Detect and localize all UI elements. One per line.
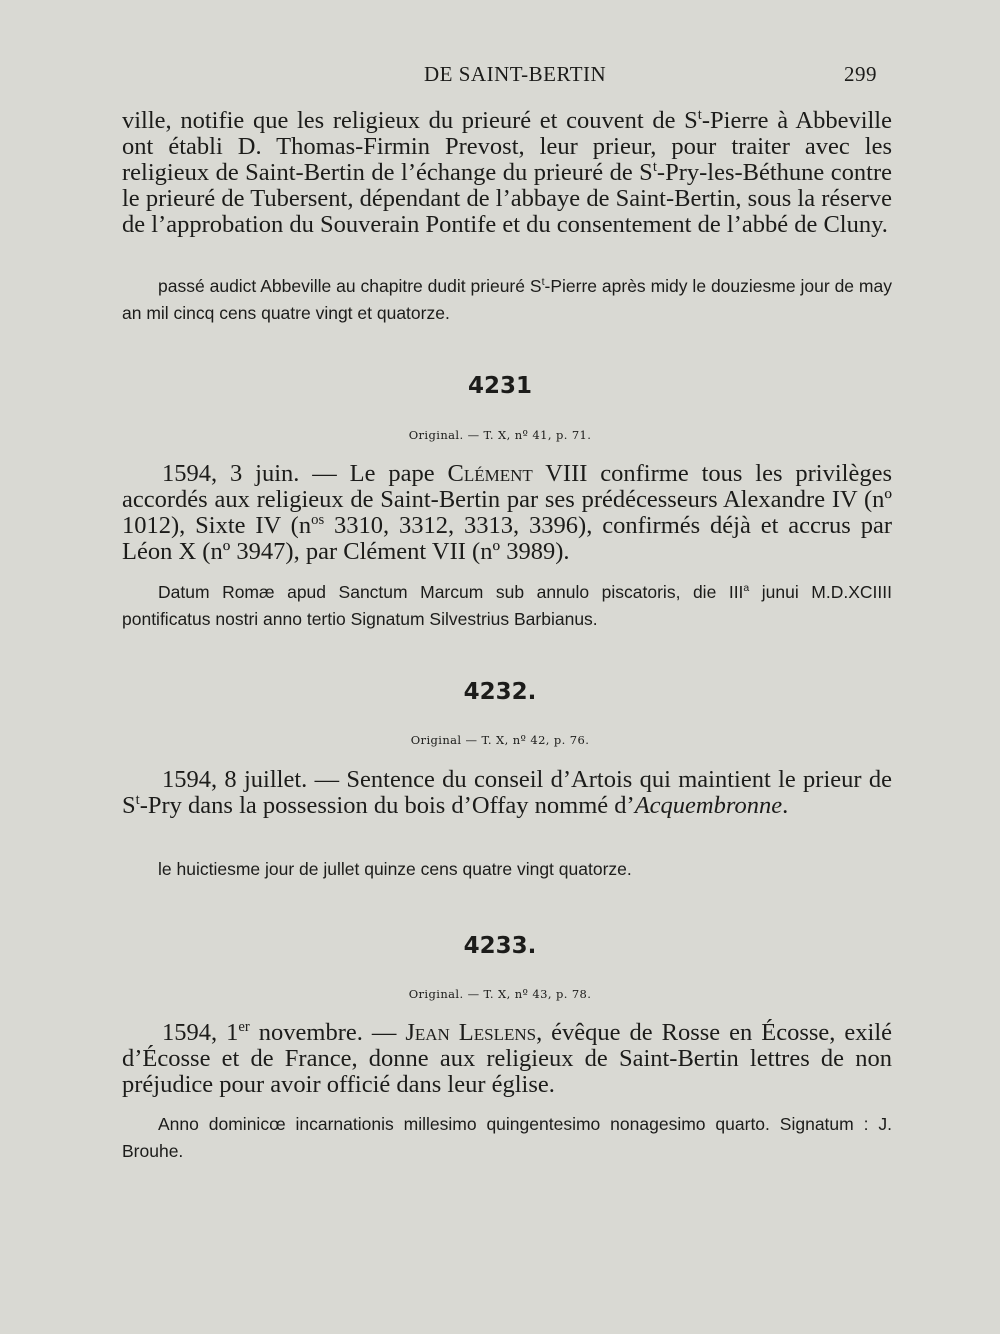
entry-text-4231: 1594, 3 juin. — Le pape Clément VIII confirme tous les privilèges accordés aux religieux de Saint-Bertin par ses prédécesseurs Alexandre IV (nº 1012), Sixte IV ($n^{os}$ 3310, 3312, 3313, 3396), confirmés déjà et accrus par Léon X (nº 3947), par Clément VII (nº 3989). <box>122 460 893 565</box>
entry-quote-4232: le huictiesme jour de jullet quinze cens quatre vingt quatorze. <box>158 859 632 879</box>
entry-quote-4233: Anno dominicœ incarnationis millesimo quingentesimo nonagesimo quarto. Signatum : J. Brouhe. <box>122 1114 892 1161</box>
entry-text-4233: 1594, 1er novembre. — Jean Leslens, évêque de Rosse en Écosse, exilé d’Écosse et de France, donne aux religieux de Saint-Bertin lettres de non préjudice pour avoir officié dans leur église. <box>122 1018 893 1098</box>
running-header <box>0 62 1000 92</box>
running-title: DE SAINT-BERTIN <box>424 62 607 86</box>
entry-source-4232: Original — T. X, nº 42, p. 76. <box>410 733 590 747</box>
entry-number-4232: 4232. <box>463 679 537 705</box>
entry-source-4231: Original. — T. X, nº 41, p. 71. <box>408 428 592 442</box>
entry-text-4232: 1594, 8 juillet. — Sentence du conseil d’Artois qui maintient le prieur de $S^t$-Pry dans la possession du bois d’Offay nommé d’Acquembronne. <box>122 766 892 819</box>
entry-number-4233: 4233. <box>463 933 537 959</box>
entry-quote-4231: Datum Romæ apud Sanctum Marcum sub annulo piscatoris, die III$^a$ junui M.D.XCIIII pontificatus nostri anno tertio Signatum Silvestrius Barbianus. <box>122 582 892 629</box>
entry-source-4233: Original. — T. X, nº 43, p. 78. <box>408 987 592 1001</box>
continuation-paragraph: ville, notifie que les religieux du prieuré et couvent de $S^t$-Pierre à Abbeville ont établi D. Thomas-Firmin Prevost, leur prieur, pour traiter avec les religieux de Saint-Bertin de l’échange du prieuré de $S^t-Pry-les$-Béthune contre le prieuré de Tubersent, dépendant de l’abbaye de Saint-Bertin, sous la réserve de l’approbation du Souverain Pontife et du consentement de l’abbé de Cluny. <box>122 106 892 238</box>
entry-number-4231: 4231 <box>467 373 532 399</box>
continuation-quote: passé audict Abbeville au chapitre dudit prieuré $S^t$-Pierre après midy le douziesme jour de may an mil cincq cens quatre vingt et quatorze. <box>122 276 892 323</box>
page-number: 299 <box>844 62 877 86</box>
